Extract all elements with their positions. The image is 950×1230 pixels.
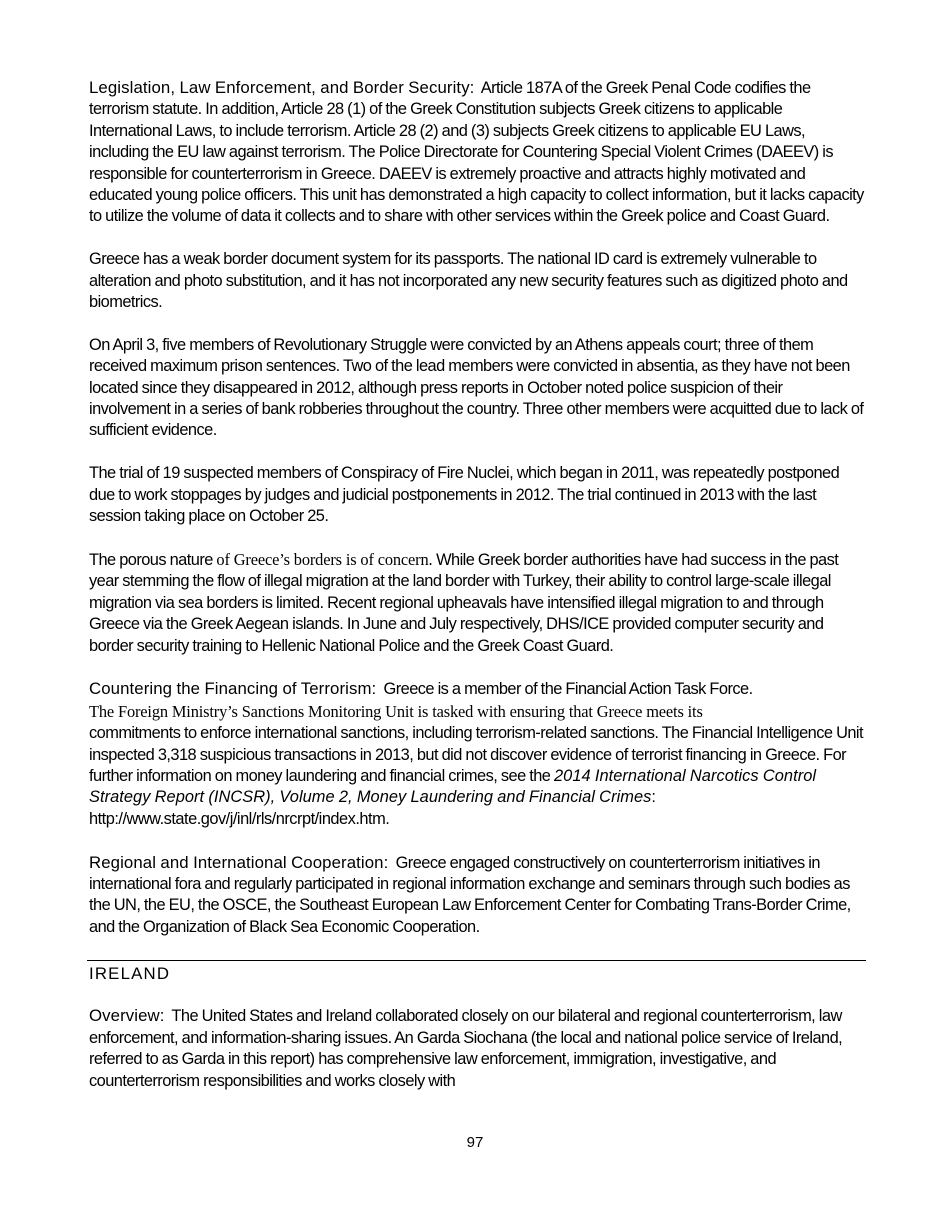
legislation-text: Article 187A of the Greek Penal Code codifies the terrorism statute. In addition, Article 28 (1) of the Greek Constitution subjects Greek citizens to applicable International Laws, to include terrorism. Article 28 (2) and (3) subjects Greek citizens to applicable EU Laws, including the EU law against terrorism. The Police Directorate for Countering Special Violent Crimes (DAEEV) is responsible for counterterrorism in Greece. DAEEV is extremely proactive and attracts highly motivated and educated young police officers. This unit has demonstrated a high capacity to collect information, but it lacks capacity to utilize the volume of data it collects and to share with other services within the Greek police and Coast Guard. (89, 79, 864, 226)
conspiracy-trial-paragraph: The trial of 19 suspected members of Conspiracy of Fire Nuclei, which began in 2011, was repeatedly postponed due to work stoppages by judges and judicial postponements in 2012. The trial continued in 2013 with the last session taking place on October 25. (89, 464, 840, 526)
page-number: 97 (466, 1134, 484, 1151)
ireland-overview-text: The United States and Ireland collaborated closely on our bilateral and regional counterterrorism, law enforcement, and information-sharing issues. An Garda Siochana (the local and national police service of Ireland, referred to as Garda in this report) has comprehensive law enforcement, immigration, investigative, and counterterrorism responsibilities and works closely with (89, 1007, 843, 1090)
ireland-section-title: IRELAND (89, 963, 171, 983)
financing-paragraph (89, 678, 864, 830)
financing-text-1: Greece is a member of the Financial Action Task Force. (383, 680, 753, 699)
cooperation-heading: Regional and International Cooperation: (89, 852, 389, 872)
financing-serif-text: The Foreign Ministry’s Sanctions Monitoring Unit is tasked with ensuring that Greece meets its (89, 701, 703, 721)
cooperation-text: Greece engaged constructively on counterterrorism initiatives in international fora and regularly participated in regional information exchange and seminars through such bodies as the UN, the EU, the OSCE, the Southeast European Law Enforcement Center for Combating Trans-Border Crime, and the Organization of Black Sea Economic Cooperation. (89, 853, 851, 936)
legislation-heading: Legislation, Law Enforcement, and Border Security: (89, 78, 475, 97)
incsr-url-link[interactable]: http://www.state.gov/j/inl/rls/nrcrpt/index.htm. (89, 809, 390, 828)
porous-borders-paragraph (89, 549, 864, 657)
financing-text-2: commitments to enforce international sanctions, including terrorism-related sanctions. The Financial Intelligence Unit inspected 3,318 suspicious transactions in 2013, but did not discover evidence of terrorist financing in Greece. For further information on money laundering and financial crimes, see the (89, 724, 864, 785)
ireland-overview-paragraph (89, 1005, 864, 1092)
incsr-report-title: 2014 International Narcotics Control Strategy Report (INCSR), Volume 2, Money Laundering and Financial Crimes (89, 766, 817, 807)
revolutionary-struggle-paragraph: On April 3, five members of Revolutionary Struggle were convicted by an Athens appeals court; three of them received maximum prison sentences. Two of the lead members were convicted in absentia, as they have not been located since they disappeared in 2012, although press reports in October noted police suspicion of their involvement in a series of bank robberies throughout the country. Three other members were acquitted due to lack of sufficient evidence. (89, 335, 864, 440)
financing-url-lead: : (651, 788, 656, 807)
cooperation-paragraph (89, 852, 864, 939)
financing-heading: Countering the Financing of Terrorism: (89, 679, 377, 699)
porous-borders-text: While Greek border authorities have had success in the past year stemming the flow of illegal migration at the land border with Turkey, their ability to control large-scale illegal migration via sea borders is limited. Recent regional upheavals have intensified illegal migration to and through Greece via the Greek Aegean islands. In June and July respectively, DHS/ICE provided computer security and border security training to Hellenic National Police and the Greek Coast Guard. (89, 550, 839, 655)
porous-borders-lead: The porous nature (89, 550, 217, 569)
porous-borders-serif-text: of Greece’s borders is of concern. (216, 549, 433, 569)
ireland-overview-heading: Overview: (89, 1006, 165, 1026)
legislation-paragraph (89, 77, 864, 228)
section-divider (87, 960, 866, 961)
border-document-paragraph: Greece has a weak border document system for its passports. The national ID card is extremely vulnerable to alteration and photo substitution, and it has not incorporated any new security features such as digitized photo and biometrics. (89, 250, 848, 312)
document-page (89, 77, 864, 1113)
